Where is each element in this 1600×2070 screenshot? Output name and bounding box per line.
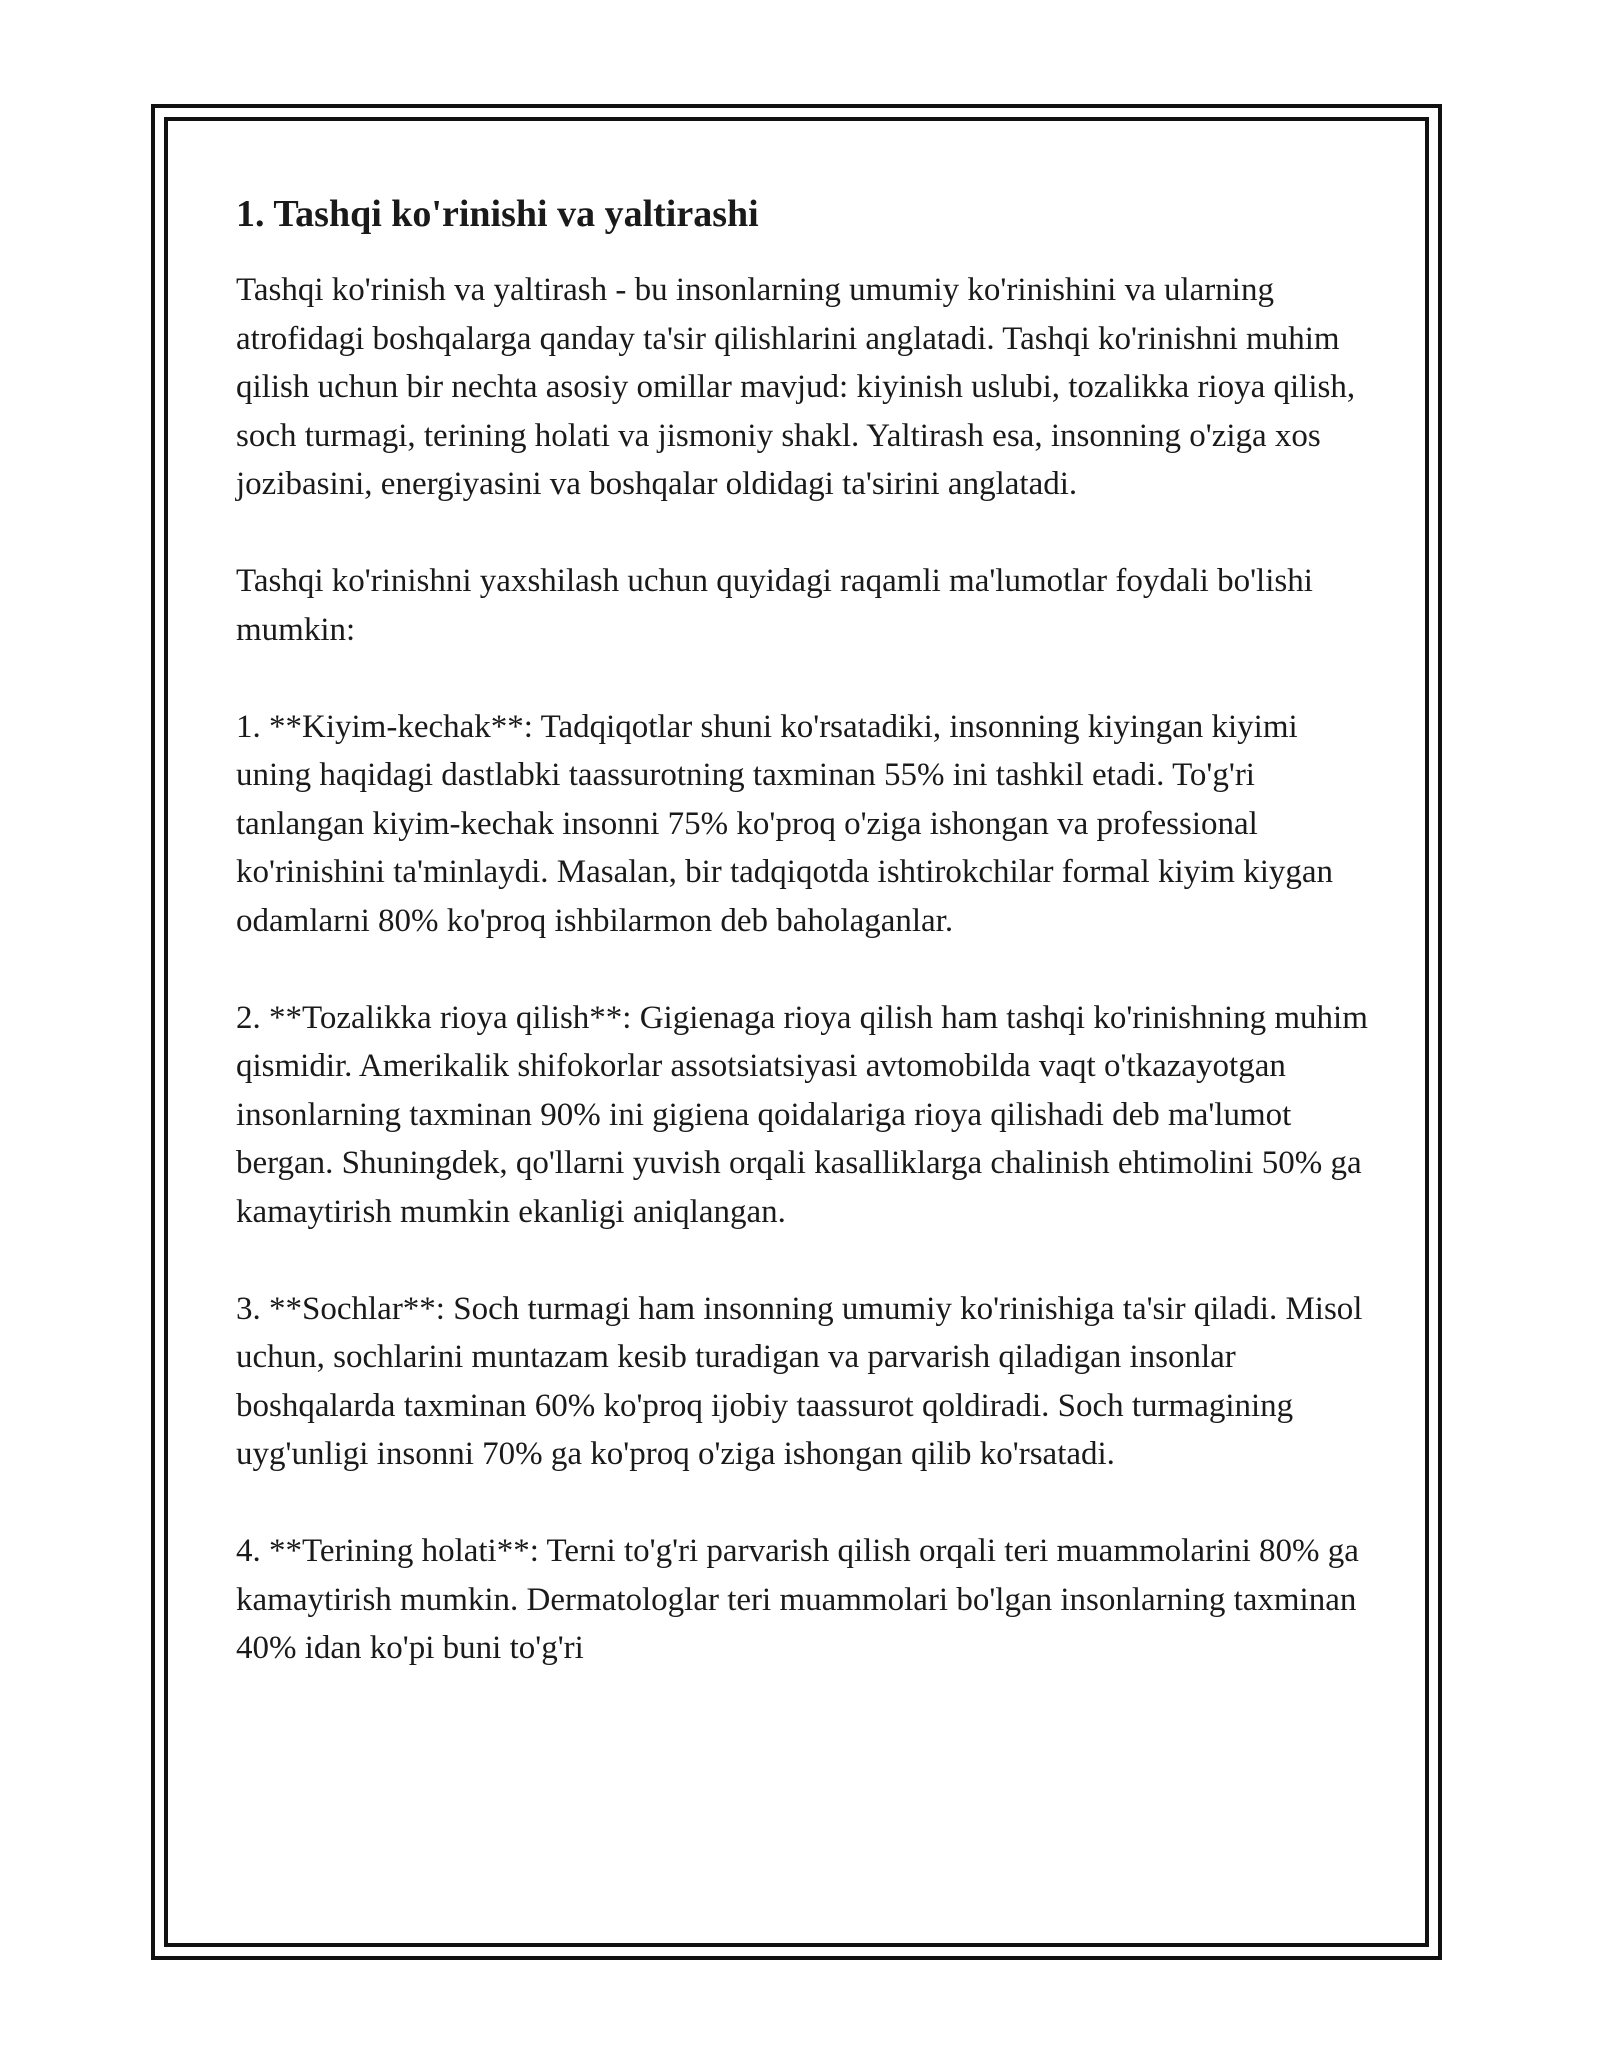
list-item-hair: 3. **Sochlar**: Soch turmagi ham insonning umumiy ko'rinishiga ta'sir qiladi. Misol uchun, sochlarini muntazam kesib turadigan va parvarish qiladigan insonlar boshqalarda taxminan 60% ko'proq ijobiy taassurot qoldiradi. Soch turmagining uyg'unligi insonni 70% ga ko'proq o'ziga ishongan qilib ko'rsatadi. [236, 1290, 1363, 1472]
list-item-clothing: 1. **Kiyim-kechak**: Tadqiqotlar shuni ko'rsatadiki, insonning kiyingan kiyimi uning haqidagi dastlabki taassurotning taxminan 55% ini tashkil etadi. To'g'ri tanlangan kiyim-kechak insonni 75% ko'proq o'ziga ishongan va professional ko'rinishini ta'minlaydi. Masalan, bir tadqiqotda ishtirokchilar formal kiyim kiygan odamlarni 80% ko'proq ishbilarmon deb baholaganlar. [236, 708, 1334, 939]
document-body [236, 190, 1376, 1673]
paragraph-intro: Tashqi ko'rinish va yaltirash - bu insonlarning umumiy ko'rinishini va ularning atrofidagi boshqalarga qanday ta'sir qilishlarini anglatadi. Tashqi ko'rinishni muhim qilish uchun bir nechta asosiy omillar mavjud: kiyinish uslubi, tozalikka rioya qilish, soch turmagi, terining holati va jismoniy shakl. Yaltirash esa, insonning o'ziga xos jozibasini, energiyasini va boshqalar oldidagi ta'sirini anglatadi. [236, 272, 1356, 502]
paragraph-lead-in: Tashqi ko'rinishni yaxshilash uchun quyidagi raqamli ma'lumotlar foydali bo'lishi mumkin: [236, 563, 1313, 648]
list-item-hygiene: 2. **Tozalikka rioya qilish**: Gigienaga rioya qilish ham tashqi ko'rinishning muhim qismidir. Amerikalik shifokorlar assotsiatsiyasi avtomobilda vaqt o'tkazayotgan insonlarning taxminan 90% ini gigiena qoidalariga rioya qilishadi deb ma'lumot bergan. Shuningdek, qo'llarni yuvish orqali kasalliklarga chalinish ehtimolini 50% ga kamaytirish mumkin ekanligi aniqlangan. [236, 999, 1368, 1230]
section-heading: 1. Tashqi ko'rinishi va yaltirashi [236, 193, 759, 235]
list-item-skin: 4. **Terining holati**: Terni to'g'ri parvarish qilish orqali teri muammolarini 80% ga kamaytirish mumkin. Dermatologlar teri muammolari bo'lgan insonlarning taxminan 40% idan ko'pi buni to'g'ri [236, 1533, 1359, 1666]
